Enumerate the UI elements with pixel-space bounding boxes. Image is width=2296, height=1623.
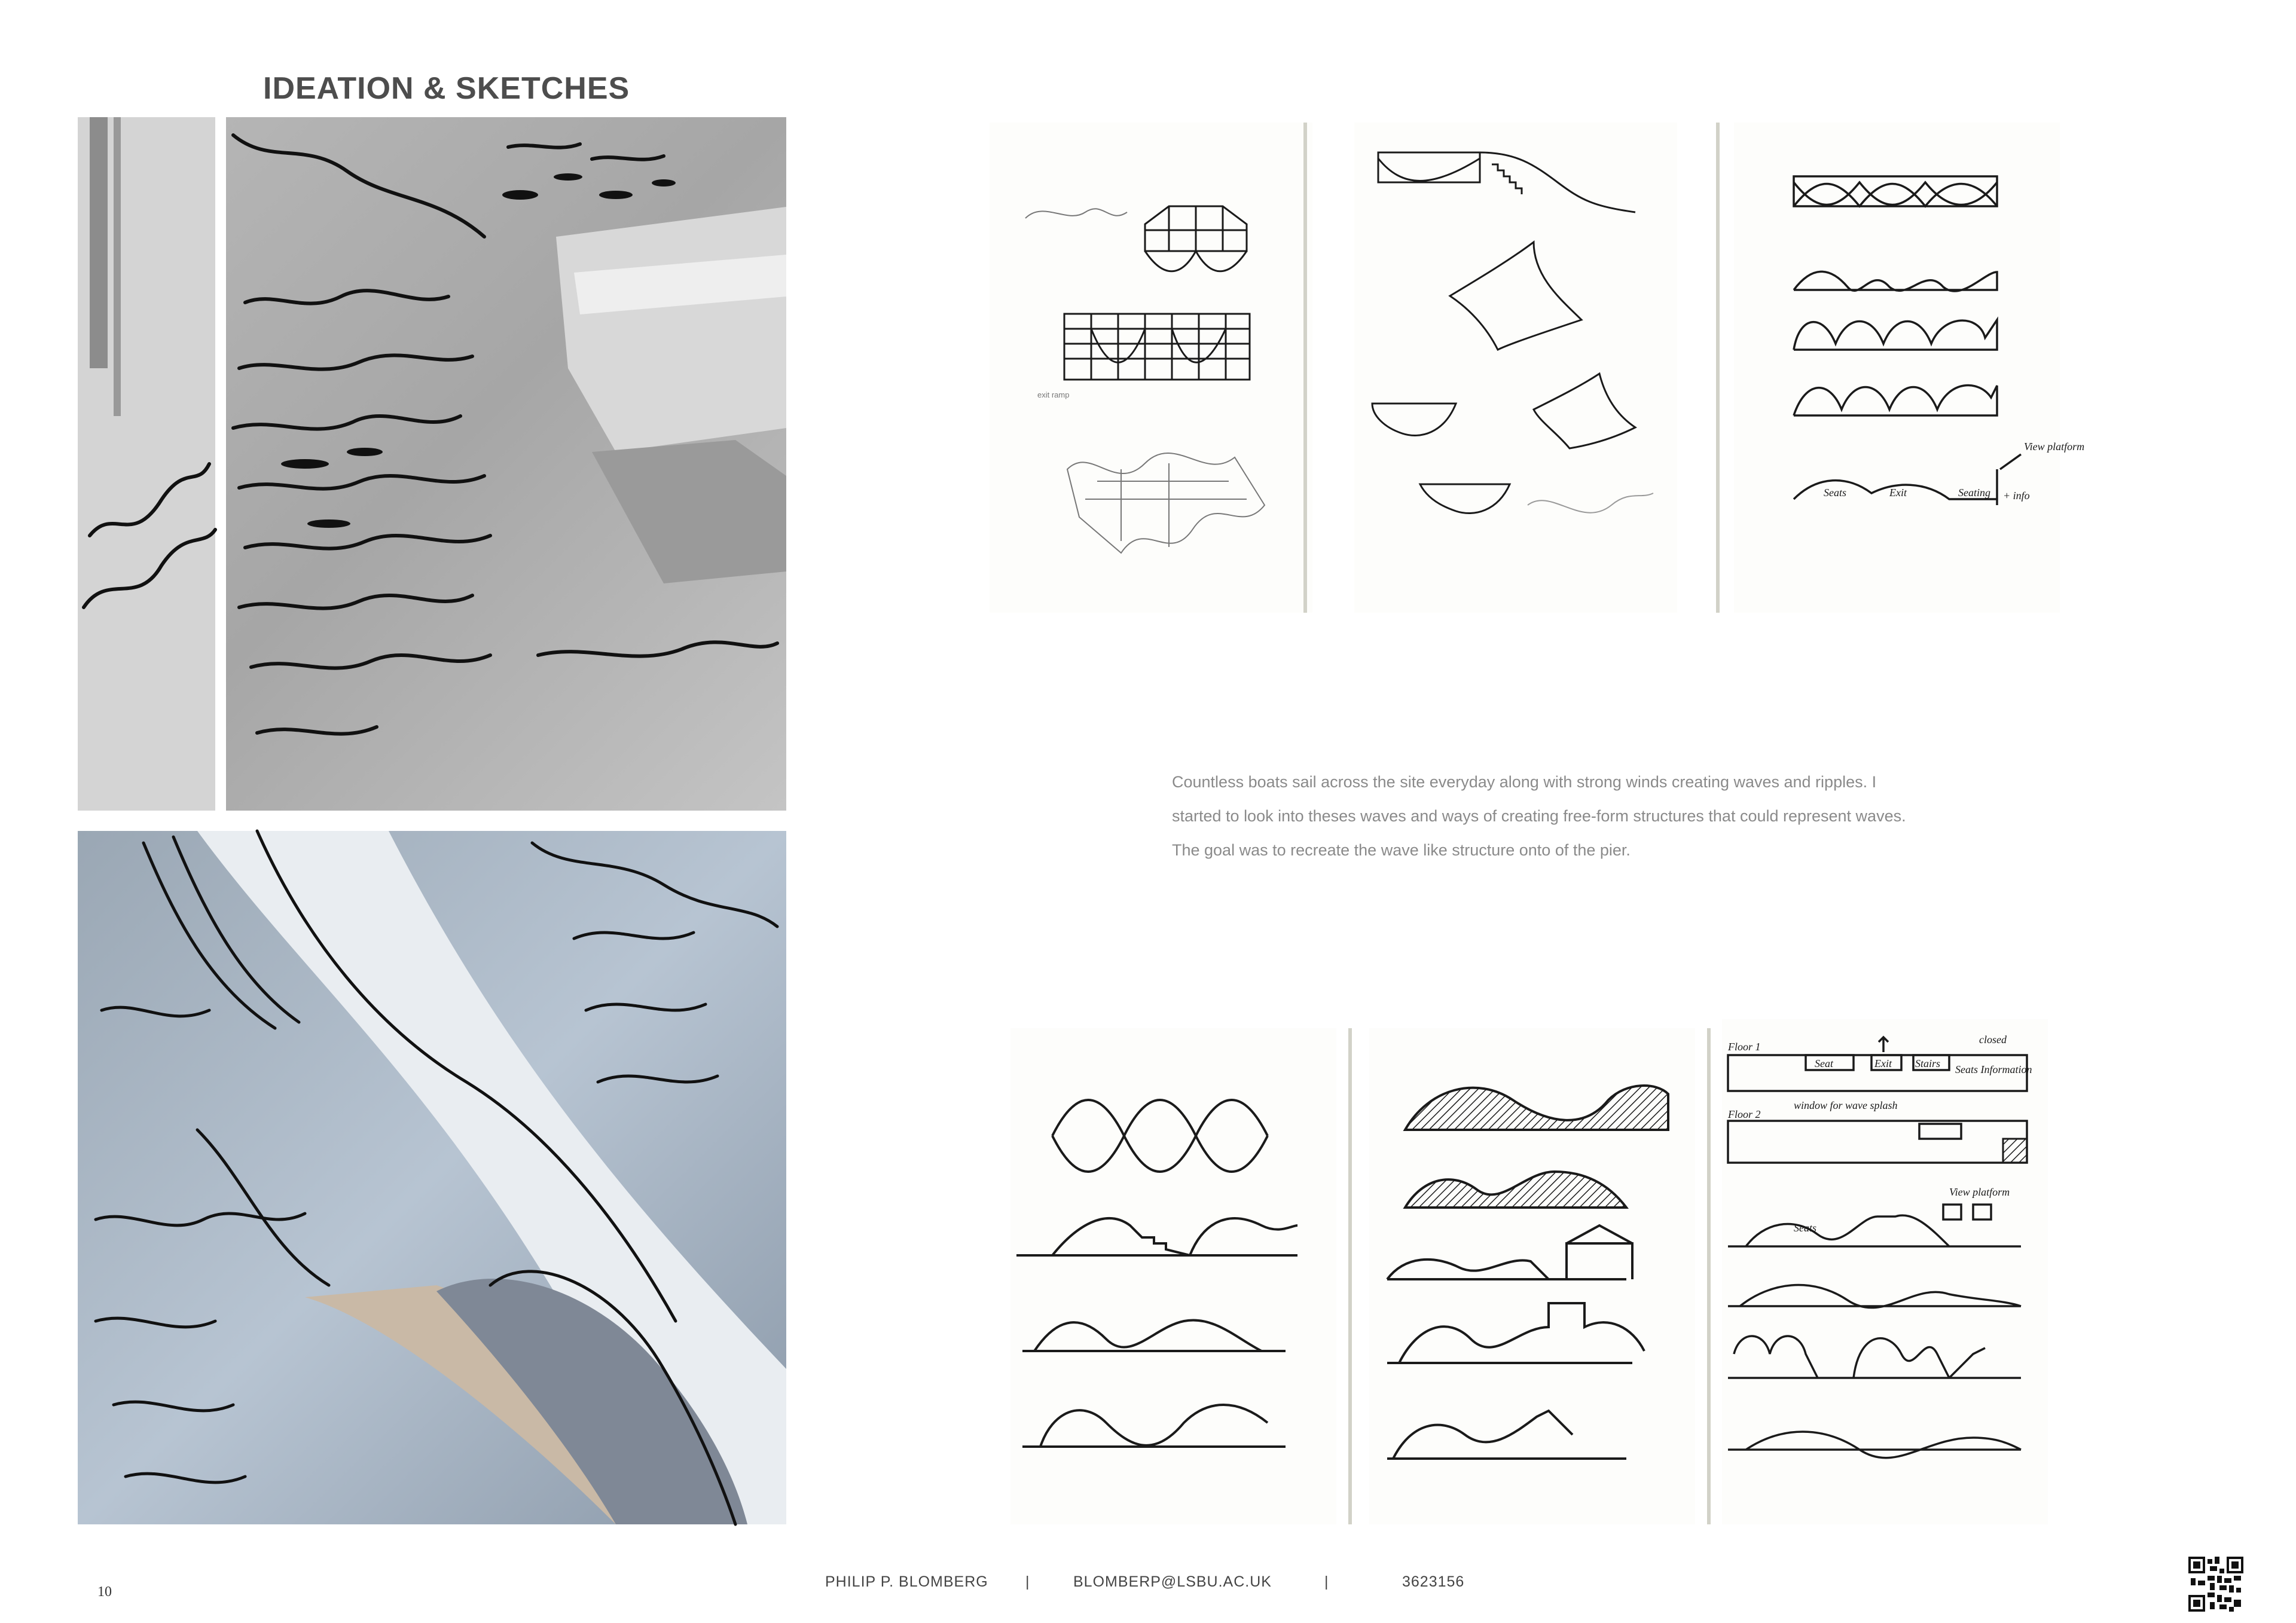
page-number: 10	[97, 1584, 112, 1600]
sketch-stairs-freeforms	[1354, 123, 1677, 613]
sketch-grid-structures	[990, 123, 1312, 613]
sketch-label-seats-info: Seats Information	[1955, 1063, 2032, 1075]
description-paragraph: Countless boats sail across the site everyday along with strong winds creating waves and ripples. I started to look into theses waves and ways of creating free-form structures that could represent waves. The goal was to recreate the wave like structure onto of the pier.	[1172, 773, 1906, 859]
sketch-label-floor1: Floor 1	[1728, 1041, 1761, 1053]
qr-code-icon	[2188, 1557, 2243, 1612]
sketch-label-info: + info	[2003, 490, 2030, 502]
sketch-page-divider	[1348, 1028, 1352, 1524]
footer-email: BLOMBERP@LSBU.AC.UK	[1073, 1573, 1272, 1590]
sketch-page-divider	[1716, 123, 1720, 613]
sketch-wave-stairs	[1010, 1028, 1336, 1524]
sketch-label-seating: Seating	[1958, 487, 1990, 499]
sketch-label-floor2: Floor 2	[1728, 1108, 1761, 1120]
sketch-label-exit2: Exit	[1874, 1057, 1892, 1069]
sketch-label-seats: Seats	[1824, 487, 1846, 499]
sketch-label-exit: Exit	[1889, 487, 1907, 499]
sketch-label-window-wave: window for wave splash	[1794, 1099, 1898, 1111]
sketch-label-view-platform: View platform	[2024, 441, 2085, 453]
sketch-label-closed: closed	[1979, 1034, 2007, 1046]
sketch-label-stairs: Stairs	[1915, 1057, 1941, 1069]
sketch-floor-plans	[1722, 1019, 2048, 1524]
footer-student-id: 3623156	[1402, 1573, 1465, 1590]
sketch-label-seats2: Seats	[1794, 1222, 1816, 1234]
sketch-label-seat: Seat	[1815, 1057, 1833, 1069]
river-photo-boat	[78, 117, 786, 811]
page-title: IDEATION & SKETCHES	[263, 71, 630, 106]
sketch-page-divider	[1707, 1028, 1711, 1524]
footer-author-name: PHILIP P. BLOMBERG	[825, 1573, 988, 1590]
footer-separator: |	[1324, 1573, 1329, 1590]
sketch-page-divider	[1303, 123, 1307, 613]
river-photo-wake	[78, 831, 786, 1524]
sketch-label-view-platform2: View platform	[1949, 1186, 2010, 1198]
footer-separator: |	[1025, 1573, 1030, 1590]
sketch-hatched-waves	[1369, 1028, 1695, 1524]
sketch-label-exit-ramp: exit ramp	[1037, 390, 1070, 399]
sketch-wave-sections	[1734, 123, 2085, 613]
